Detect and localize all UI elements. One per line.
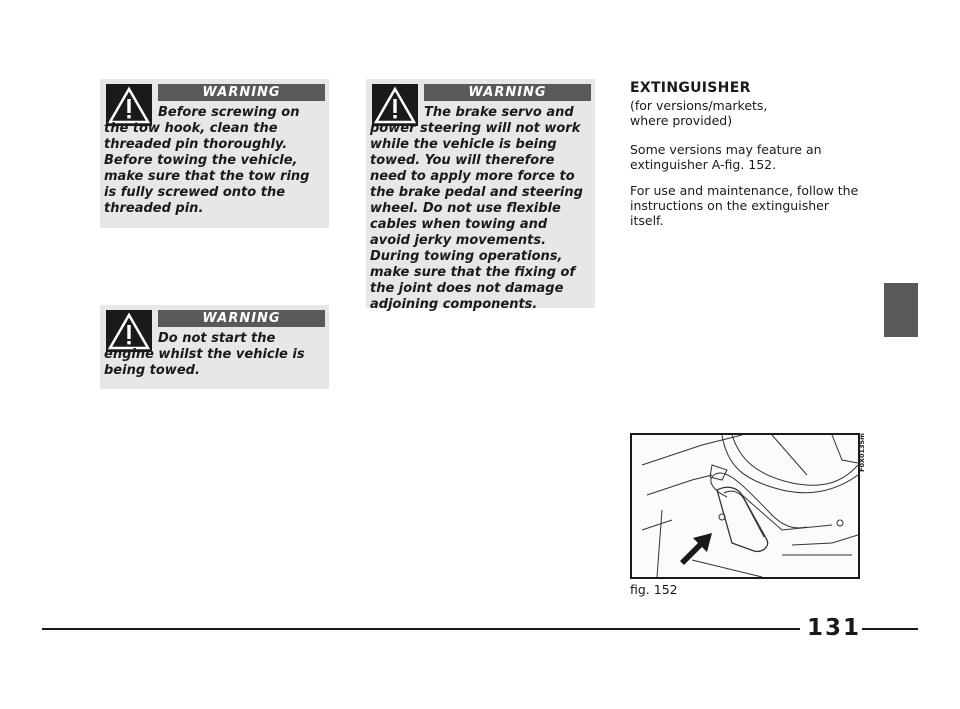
warning-text: Do not start the engine whilst the vehicle is being towed. xyxy=(104,331,305,378)
warning-box-tow-hook xyxy=(100,79,329,228)
warning-text: The brake servo and power steering will not work while the vehicle is being towed. You will therefore need to apply more force to the brake pedal and steering wheel. Do not use flexible cables when towing and avoid jerky movements. During towing operations, make sure that the fixing of the joint does not damage adjoining components. xyxy=(370,105,583,312)
footer-rule-right xyxy=(862,628,918,630)
section-subtitle-line2: where provided) xyxy=(630,113,733,128)
warning-box-engine xyxy=(100,305,329,389)
page-number: 131 xyxy=(806,615,861,641)
warning-text: Before screwing on the tow hook, clean the threaded pin thoroughly. Before towing the vehicle, make sure that the tow ring is fully screwed onto the threaded pin. xyxy=(104,105,310,216)
section-heading: EXTINGUISHER xyxy=(630,80,751,96)
section-paragraph-1: Some versions may feature an extinguisher A-fig. 152. xyxy=(630,142,822,172)
figure-caption: fig. 152 xyxy=(630,582,678,597)
section-paragraph-2: For use and maintenance, follow the instructions on the extinguisher itself. xyxy=(630,183,859,228)
section-subtitle-line1: (for versions/markets, xyxy=(630,98,768,113)
warning-title: WARNING xyxy=(424,84,591,101)
extinguisher-illustration xyxy=(630,433,860,579)
figure-code: F0X0135m xyxy=(858,433,866,472)
warning-box-brake-servo xyxy=(366,79,595,312)
warning-title: WARNING xyxy=(158,84,325,101)
warning-title: WARNING xyxy=(158,310,325,327)
footer-rule-left xyxy=(42,628,800,630)
chapter-tab xyxy=(884,283,918,337)
